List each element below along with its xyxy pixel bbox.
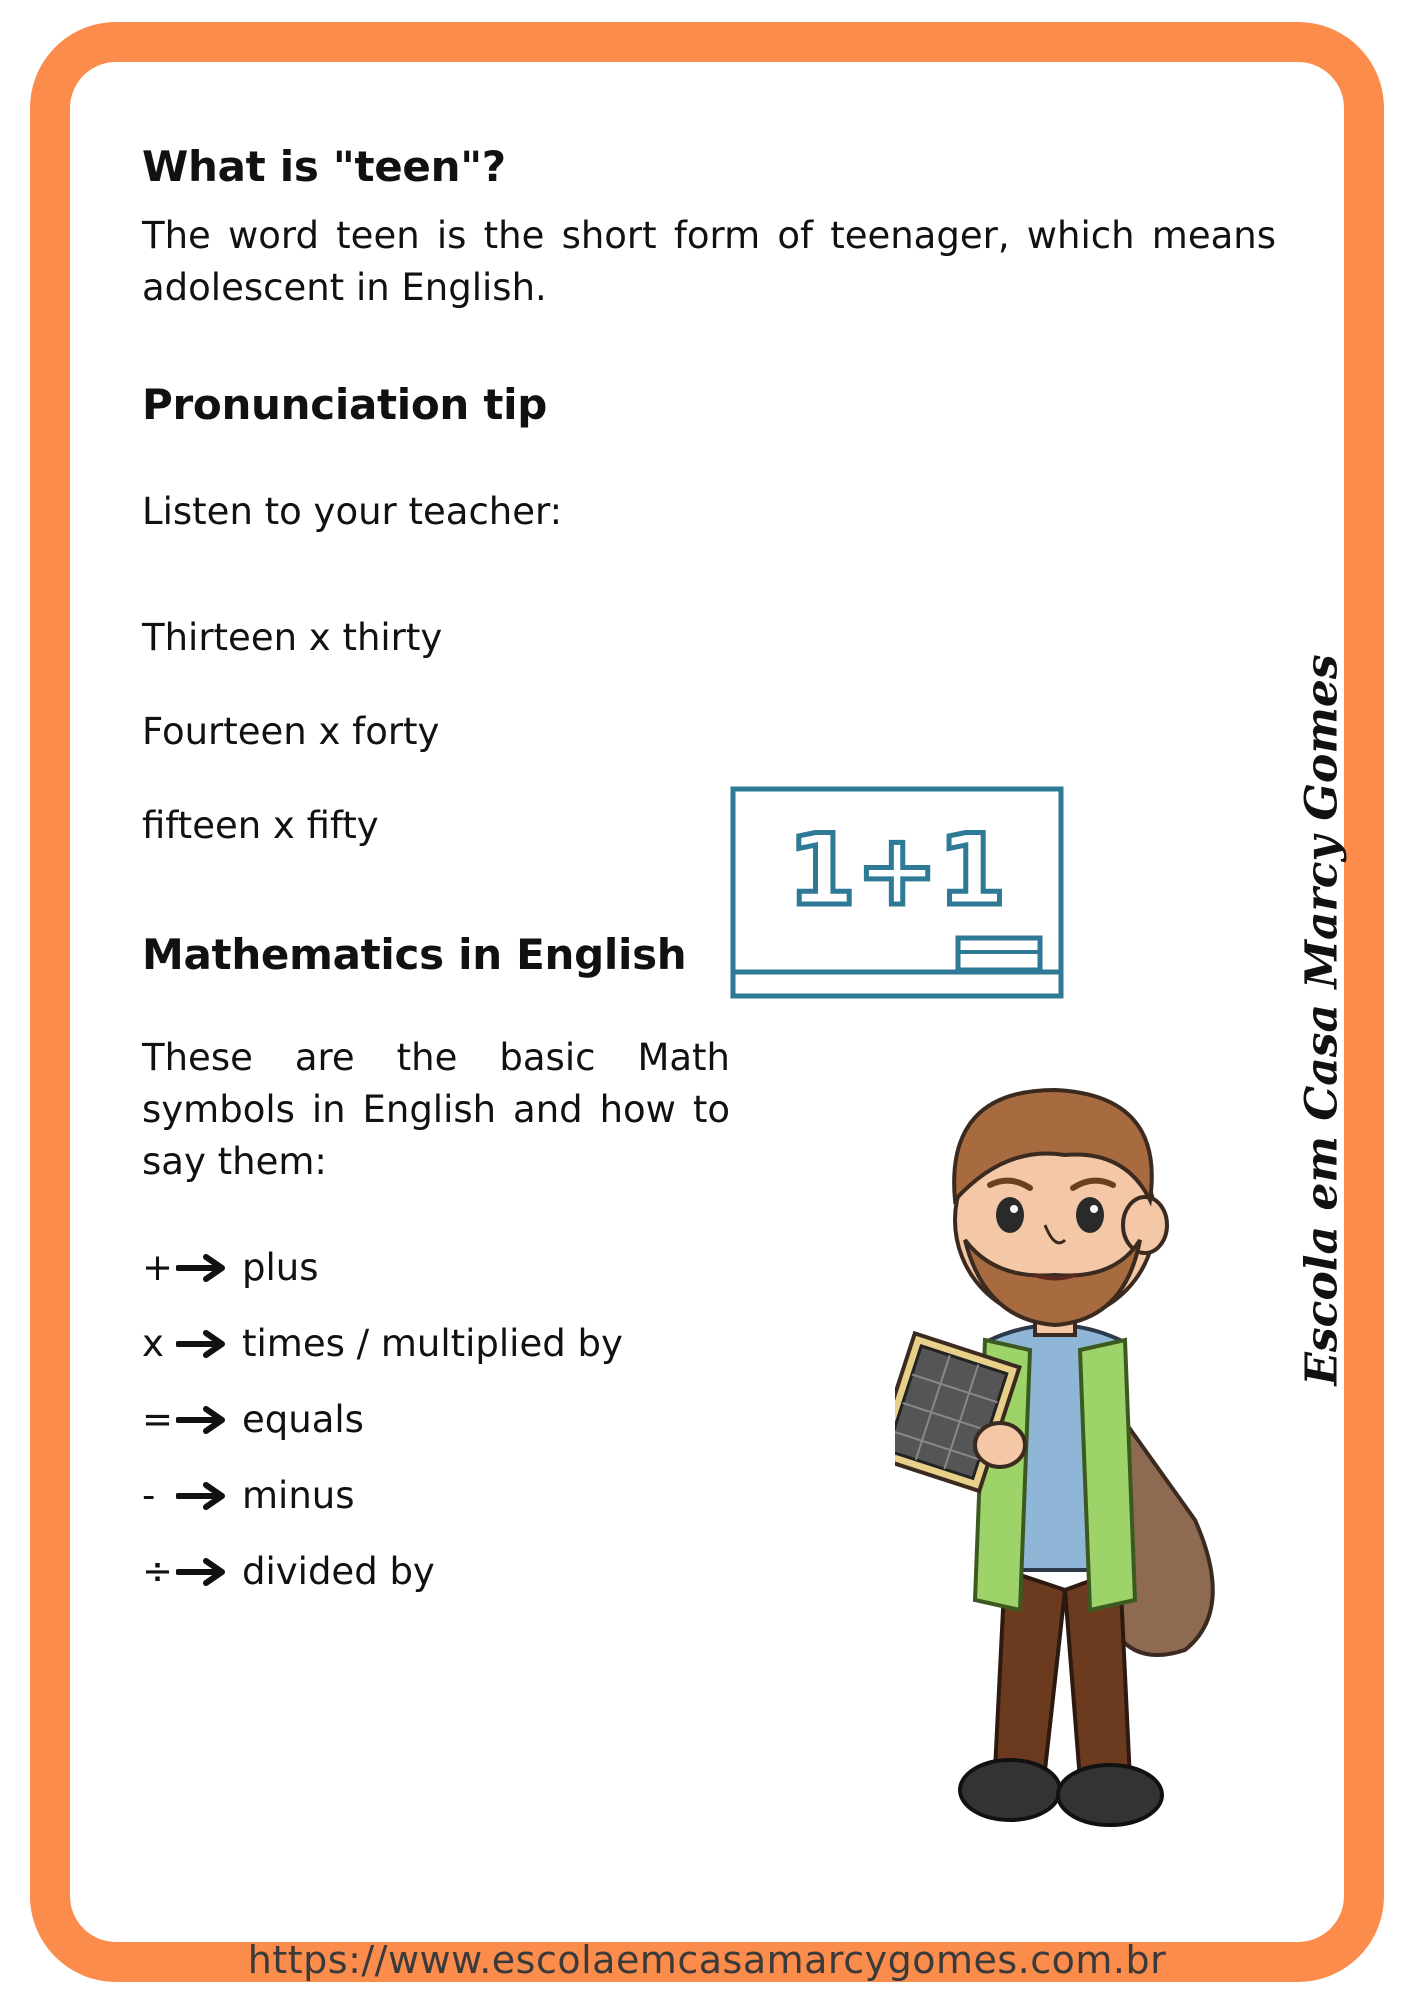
arrow-right-icon <box>176 1555 230 1589</box>
math-symbol-row <box>142 1242 319 1294</box>
math-symbol-row <box>142 1394 364 1446</box>
pronunciation-pair-3: fifteen x fifty <box>142 804 379 847</box>
math-symbol-row <box>142 1546 435 1598</box>
math-symbol-meaning: times / multiplied by <box>242 1322 623 1365</box>
math-symbol-meaning: minus <box>242 1474 355 1517</box>
math-symbol: x <box>142 1322 164 1365</box>
arrow-right-icon <box>176 1251 230 1285</box>
teen-heading: What is "teen"? <box>142 142 506 191</box>
math-symbol-meaning: equals <box>242 1398 364 1441</box>
math-symbol-row <box>142 1318 623 1370</box>
pronunciation-pair-2: Fourteen x forty <box>142 710 440 753</box>
teen-definition: The word teen is the short form of teenager, which means adolescent in English. <box>142 214 1276 309</box>
pronunciation-intro: Listen to your teacher: <box>142 490 563 533</box>
arrow-right-icon <box>176 1403 230 1437</box>
board-text: 1+1 <box>787 814 1007 928</box>
math-symbol: + <box>142 1246 174 1289</box>
math-symbol: = <box>142 1398 174 1441</box>
chalkboard-icon <box>730 786 1064 1000</box>
math-symbol: ÷ <box>142 1550 174 1593</box>
pronunciation-heading: Pronunciation tip <box>142 380 547 429</box>
math-symbol-meaning: divided by <box>242 1550 435 1593</box>
math-intro: These are the basic Math symbols in English and how to say them: <box>142 1036 730 1183</box>
arrow-right-icon <box>176 1327 230 1361</box>
pronunciation-pair-1: Thirteen x thirty <box>142 616 443 659</box>
math-heading: Mathematics in English <box>142 930 687 979</box>
math-symbol: - <box>142 1474 156 1517</box>
teacher-illustration <box>895 1050 1255 1840</box>
math-symbol-meaning: plus <box>242 1246 319 1289</box>
footer-url[interactable]: https://www.escolaemcasamarcygomes.com.br <box>247 1938 1167 1982</box>
arrow-right-icon <box>176 1479 230 1513</box>
math-symbol-row <box>142 1470 355 1522</box>
side-credit: Escola em Casa Marcy Gomes <box>1296 654 1348 1386</box>
